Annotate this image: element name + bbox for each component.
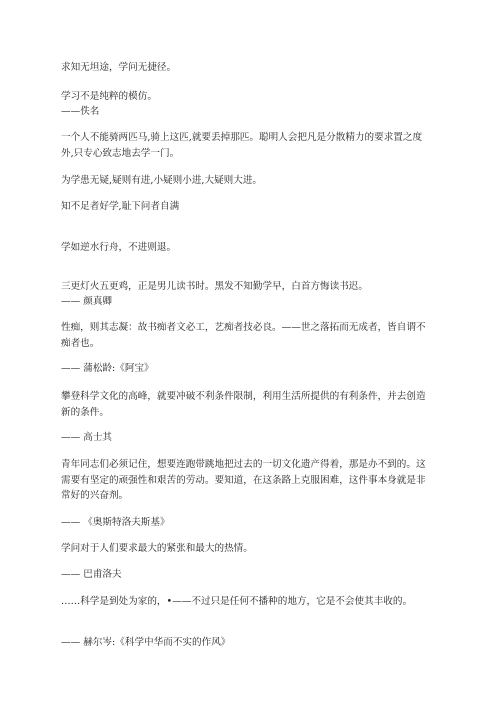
quote-attribution: —— 高士其 [61,432,113,443]
quote-paragraph: ……科学是到处为家的，•——不过只是任何不播种的地方，它是不会使其丰收的。 [61,596,413,607]
quote-paragraph: 一个人不能骑两匹马,骑上这匹,就要丢掉那匹。聪明人会把凡是分散精力的要求置之度外,只专心致志地去学一门。 [61,132,423,159]
quote-paragraph: 学问对于人们要求最大的紧张和最大的热情。 [61,543,253,554]
quote-attribution: —— 巴甫洛夫 [61,569,122,580]
quote-paragraph: 攀登科学文化的高峰，就要冲破不利条件限制，利用生活所提供的有利条件，并去创造新的条件。 [61,391,426,418]
quote-attribution: —— 赫尔岑:《科学中华而不实的作风》 [61,637,231,648]
quote-paragraph: 三更灯火五更鸡，正是男儿读书时。黑发不知勤学早，白首方悔读书迟。 [61,281,368,292]
quote-paragraph: 青年同志们必须记住，想要连跑带跳地把过去的一切文化遗产得着，那是办不到的。这需要有坚定的顽强性和艰苦的劳动。要知道，在这条路上克服困难，这件事本身就是非常好的兴奋剂。 [61,459,426,501]
quote-paragraph: 学习不是纯粹的模仿。 [61,91,157,102]
quote-paragraph: 知不足者好学,耻下问者自满 [61,201,180,212]
quote-paragraph: 为学患无疑,疑则有进,小疑则小进,大疑则大进。 [61,175,263,186]
quote-attribution: —— 颜真卿 [61,296,113,307]
quote-paragraph: 性痴，则其志凝：故书痴者文必工，艺痴者技必良。——世之落拓而无成者，皆自谓不痴者也。 [61,322,426,349]
quote-paragraph: 学如逆水行舟，不进则退。 [61,242,177,253]
quote-attribution: —— 《奥斯特洛夫斯基》 [61,517,170,528]
quote-attribution: —— 蒲松龄:《阿宝》 [61,363,154,374]
quote-paragraph: 求知无坦途，学问无捷径。 [61,62,177,73]
quote-attribution: ——佚名 [61,106,100,117]
